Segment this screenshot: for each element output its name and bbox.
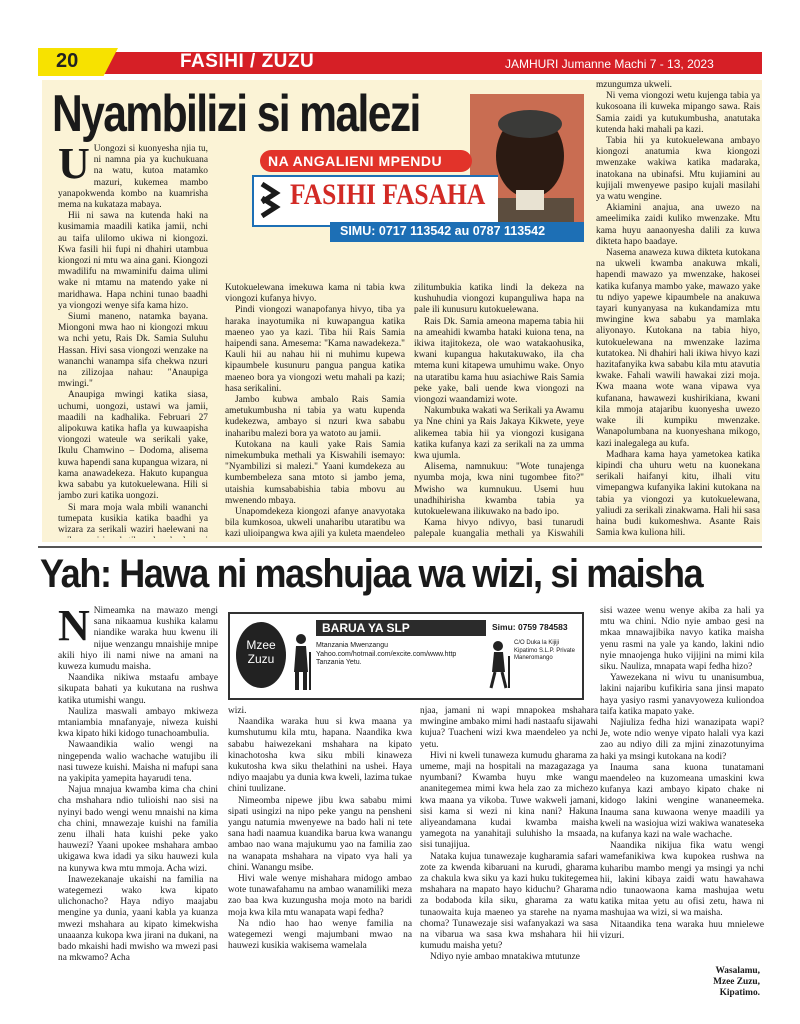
drop-cap: U xyxy=(58,144,90,188)
paragraph: Unapomdekeza kiongozi afanye anavyotaka bila kumkosoa, ukweli unaharibu utaratibu wa kazi ulioipangwa kwa ajili ya kuleta maendeleo xyxy=(225,507,405,539)
article2-title: Yah: Hawa ni mashujaa wa wizi, si maisha xyxy=(40,552,703,596)
paragraph: Nasema anaweza kuwa dikteta kutokana na ukweli kwamba anakuwa mkali, hapendi mawazo ya mwenzake, hakosei katika kufanya mambo yake, mawazo yake tu ndiyo yapewe kipaumbele na anakuwa tayari kunyanyasa na kukandamiza mtu mwingine kwa sababu ya mamlaka aliyonayo. Kutokana na tabia hiyo, kutokuelewana na mwenzake lazima kutatokea. Ni dhahiri hali ikiwa hivyo kazi hazitafanyika kwa sababu kila mtu atavutia kwake. Fahali wawili hawakai zizi moja. Kwa maana wote wana vipawa vya kufanana, hawawezi kushirikiana, kwani kila mmoja atajaribu kuonyesha uwezo wake ili kumpiku mwenzake. Wanapolumbana na kuonyeshana mikogo, kazi inalegalega au kufa. xyxy=(596,248,760,449)
paragraph: Naandika nikiwa mstaafu ambaye sikupata bahati ya kukutana na rushwa katika utumishi wangu. xyxy=(58,673,218,706)
paragraph: njaa, jamani ni wapi mnapokea mshahara mwingine ambako mimi hadi nastaafu sijawahi kujua? Tuacheni wizi kwa maendeleo ya nchi yetu. xyxy=(420,706,598,750)
barua-po-box: C/O Duka la Kijiji Kipatimo S.L.P. Private Maneromango xyxy=(514,640,575,661)
article1-column-2 xyxy=(225,283,405,539)
barua-title: BARUA YA SLP xyxy=(322,621,410,635)
signoff-line: Wasalamu, xyxy=(715,966,760,976)
paragraph: Nakumbuka wakati wa Serikali ya Awamu ya Nne chini ya Rais Jakaya Kikwete, yeye alikemea tabia hii ya viongozi kusigana katika kufanya kazi za serikali na za umma kwa ujumla. xyxy=(414,406,584,462)
signoff-line: Mzee Zuzu, xyxy=(713,977,760,988)
paragraph: Akiamini anajua, ana uwezo na ameelimika zaidi kuliko mwenzake. Mtu kama huyu aanaonyesha dalili za kuwa dikteta hapo baadaye. xyxy=(596,203,760,247)
paragraph: Najua mnajua kwamba kima cha chini cha mshahara ndio tulioishi nao sisi na nyinyi bado wengi wenu mnaishi na kima cha chini, mnawezaje kuishi na familia zenu ilhali hata kuishi peke yako hauwezi? Yaani upokee mshahara ambao ukigawa kwa idadi ya siku hauwezi kula na kunywa kwa mtu mmoja. Acha wizi. xyxy=(58,785,218,874)
paragraph: Pindi viongozi wanapofanya hivyo, tiba ya haraka inayotumika ni kuwapangua katika maeneo yao ya kazi. Tiba hii Rais Samia haipendi sana. Amesema: "Kama nawadekeza." Kauli hii au nahau hii ni muhimu kupewa kipaumbele kusunuru pangua pangua katika maeneo bora ya viongozi wetu mahali pa kazi; hasa serikalini. xyxy=(225,305,405,394)
barua-address: Mtanzania Mwenzangu Yahoo.com/hotmail.com/excite.com/www.http Tanzania Yetu. xyxy=(316,642,457,666)
article1-column-4 xyxy=(596,80,760,540)
paragraph: Nauliza maswali ambayo mkiweza mtaniambia mnafanyaje, niweza kuishi kwa kipato hiki kidogo tunachoambulia. xyxy=(58,706,218,740)
walking-man-icon xyxy=(486,640,512,695)
paragraph: Ndiyo nyie ambao mnatakiwa mtutunze xyxy=(430,952,580,963)
paragraph: Jambo kubwa ambalo Rais Samia ametukumbusha ni tabia ya watu kupenda kudekezwa, ambayo si nzuri kwa sababu inaharibu malezi bora ya watoto au jamii. xyxy=(225,395,405,439)
chevron-icon xyxy=(258,180,286,223)
paragraph: wizi. xyxy=(228,706,247,716)
paragraph: mzungumza ukweli. xyxy=(596,80,673,90)
column-phone: SIMU: 0717 113542 au 0787 113542 xyxy=(340,224,546,238)
article-divider xyxy=(38,546,762,548)
paragraph: sisi wazee wenu wenye akiba za hali ya mtu wa chini. Ndio nyie ambao gesi na mkaa mnawajibika navyo katika maisha yenu rasmi na yale ya kando, lakini ndio nyie mnaojenga huko vijijini na mimi kila siku. Nauliza, mnapata wapi fedha hizo? xyxy=(600,606,764,673)
paragraph: Siumi maneno, natamka bayana. Miongoni mwa hao ni kiongozi mkuu wa nchi yetu, Rais Dk. Samia Suluhu Hassan. Hivi sasa viongozi wenzake na wananchi wanampa sifa chekwa nzuri na zilizojaa nahau: "Anaupiga mwingi." xyxy=(58,312,208,390)
paragraph: Uongozi si kuonyesha njia tu, ni namna pia ya kuchukuana na watu, kutoa matamko mazuri, kukemea mambo yanapokwenda kombo na kuamrisha mema na kukataza mabaya. xyxy=(58,144,208,211)
signoff-line: Kipatimo. xyxy=(719,988,760,999)
article1-title: Nyambilizi si malezi xyxy=(52,85,420,143)
article2-column-1 xyxy=(58,606,218,1014)
signoff xyxy=(640,966,760,1000)
paragraph: Anaupiga mwingi katika siasa, uchumi, uongozi, ustawi wa jamii, maadili na kadhalika. Februari 27 alipokuwa katika hafla ya kuwaapisha viongozi wateule wa serikali yake, Ikulu Chamwino – Dodoma, alisema kuwa hapendi sana kupangua wizara, ni kama anawadekeza. Hakuto kupangua kwa sababu ya kutokuelewana. Hili si jambo zuri katika uongozi. xyxy=(58,390,208,502)
paragraph: Inauma sana kuona tunatamani maendeleo na kuzomeana umaskini kwa kufanya kazi ambayo kipato chake ni kidogo lakini wengine wananeemeka. Inauma sana kuwaona wenye maadili ya kweli na wasiojua wizi wakiwa wanateseka na kufanya kazi na wale wachache. xyxy=(600,762,764,841)
paragraph: Kama hivyo ndivyo, basi tunarudi palepale kuangalia methali ya Kiswahili xyxy=(414,518,584,539)
paragraph: Ni vema viongozi wetu kujenga tabia ya kukosoana ili kuweka mipango sawa. Rais Samia zaidi ya kutukumbusha, anatutaka kutenda haki mahali pa kazi. xyxy=(596,91,760,135)
paragraph: Rais Dk. Samia ameona mapema tabia hii na ameahidi kwamba hataki kuiona tena, na ikiwa itajitokeza, ole wao watakaohusika, kwani kupangua hakutakuwako, ila cha mtema kuni kitapewa umuhimu wake. Onyo na utaratibu kama huu asiachiwe Rais Samia peke yake, bali uende kwa viongozi na viongozi waandamizi wote. xyxy=(414,316,584,406)
section-title: FASIHI / ZUZU xyxy=(180,51,315,72)
paragraph: zilitumbukia katika lindi la dekeza na kushuhudia viongozi kupanguliwa hapa na pale ili kunusuru kutokuelewana. xyxy=(414,283,584,316)
paragraph: Nataka kujua tunawezaje kugharamia safari zote za kwenda kibaruani na kurudi, gharama za chakula kwa siku ya kazi huku tukitegemea mshahara na mapato hayo kiduchu? Gharama za bodaboda kila siku, gharama za watu tunaowaita kuja maeneo ya starehe na nyama choma? Tunawezaje sisi wafanyakazi wa sasa na vibarua wa sasa kwa mshahara hii hii kumudu maisha yetu? xyxy=(420,851,598,952)
article1-column-1 xyxy=(58,144,208,538)
paragraph: Si mara moja wala mbili wananchi tumepata kusikia katika baadhi ya wizara za serikali waziri haelewani na xyxy=(58,502,208,535)
paragraph: Yawezekana ni wivu tu unanisumbua, lakini najaribu kufikiria sana jinsi mapato haya yasiyo rasmi yanavyoweza kuliondoa taifa katika mapato yake. xyxy=(600,673,764,717)
paragraph: Nitaandika tena waraka huu mnielewe vizuri. xyxy=(600,919,764,941)
paragraph: Na ndio hao hao wenye familia na wategemezi wengi majumbani mwao na hauwezi kusikia wakisema wamelala xyxy=(228,918,412,952)
article2-column-2 xyxy=(228,706,412,1014)
paragraph: Madhara kama haya yametokea katika kipindi cha uhuru wetu na kuonekana serikali haifanyi kitu, ilhali vitu vimepangwa kufanyika lakini kutokana na tabia ya viongozi ya kutokuelewana, yaliudi za serikali zinakwama. Hali hii sasa haina budi kukomeshwa. Asante Rais Samia kwa kuliona hili. xyxy=(596,449,760,539)
barua-phone: Simu: 0759 784583 xyxy=(492,622,568,632)
mzee-zuzu-logo-text: Mzee Zuzu xyxy=(246,638,276,666)
column-subtitle: NA ANGALIENI MPENDU xyxy=(268,153,443,169)
column-name: FASIHI FASAHA xyxy=(290,178,486,211)
paragraph: Nimeomba nipewe jibu kwa sababu mimi sipati usingizi na nipo peke yangu na pensheni yangu natumia mwenyewe na bado hali ni tete sana hadi naamua kuandika barua kwa wanangu ambao nao wana majukumu yao na familia zao na wanapata mshahara na vipato vya hali ya chini. Wanangu msibe. xyxy=(228,795,412,873)
paragraph: Alisema, namnukuu: "Wote tunajenga nyumba moja, kwa nini tugombee fito?" Mwisho wa kumnukuu. Usemi huu unadhihirisha kwamba tabia ya kutokuelewana ilikuwako na bado ipo. xyxy=(414,462,584,518)
page-number: 20 xyxy=(56,50,79,72)
paragraph: Hivi ni kweli tunaweza kumudu gharama za umeme, maji na hospitali na mazagazaga ya nyumbani? Kwamba huyu mke wangu ananitegemea mimi kwa hela zao za michezo kwa maana ya vikoba. Tuwe wakweli jamani, sisi kama si wezi ni kina nani? Hakuna aliyeandamana kudai kwamba maisha yamegota na yanahitaji suluhisho la msaada, sisi tunajijua. xyxy=(420,750,598,851)
paragraph: Hii ni sawa na kutenda haki na kusimamia maadili katika jamii, nchi au taifa ulilomo ukiwa ni kiongozi. Kwa fasili hii fupi ni dhahiri utambua kiongozi ni mtu wa aina gani. Kiongozi mwadilifu na mwaminifu daima ulimi wake ni mtamu na matendo yake ni maridhawa. Hapa nchini tunao baadhi ya viongozi wenye sifa kama hizo. xyxy=(58,211,208,311)
paragraph: Kutokuelewana imekuwa kama ni tabia kwa viongozi kufanya hivyo. xyxy=(225,283,405,305)
paragraph: Hivi wale wenye mishahara midogo ambao wote tunawafahamu na ambao wanamiliki meza zao baa kwa kuzungusha moja moto na baridi moja kwa kila mtu wanapata wapi fedha? xyxy=(228,874,412,918)
article2-column-4 xyxy=(600,606,764,986)
paragraph: Najiuliza fedha hizi wanazipata wapi? Je, wote ndio wenye vipato halali vya kazi zao au ndiyo dili za mjini zinazotunyima haki ya msingi kutokana na kodi? xyxy=(600,718,764,762)
drop-cap: N xyxy=(58,606,90,650)
old-man-icon xyxy=(290,632,312,697)
paragraph: Naandika nikijua fika watu wengi wamefanikiwa kwa kupokea rushwa na kuharibu mambo mengi ya msingi ya nchi hii, lakini kibaya zaidi watu hawahawa ndio tunaowaona kama mashujaa wetu katika mitaa yetu au ofisi zetu, hawa ni mashujaa wa wizi, si wa maisha. xyxy=(600,841,764,919)
paper-date: JAMHURI Jumanne Machi 7 - 13, 2023 xyxy=(505,57,714,71)
paragraph: Naandika waraka huu si kwa maana ya kumshutumu kila mtu, hapana. Naandika kwa sababu haiwezekani mshahara na kipato kinachotosha kwa siku mbili kinaweza kukutosha kwa siku thelathini na ushei. Haya ndiyo maajabu ya dunia kwa kweli, lazima tukae chini tuulizane. xyxy=(228,717,412,795)
article2-column-3 xyxy=(420,706,598,1014)
paragraph: Tabia hii ya kutokuelewana ambayo kiongozi anatumia kwa kiongozi mwenzake wakiwa katika madaraka, inatokana na ubinafsi. Mtu kujiamini au kujijali mwenyewe pasipo kujali masilahi ya watu wengine. xyxy=(596,136,760,203)
paragraph: Nimeamka na mawazo mengi sana nikaamua kushika kalamu niandike waraka huu kwenu ili nijue wenzangu mnaishije mnipe akili hiyo ili nami niwe na amani na kuweza kumudu maisha. xyxy=(58,606,218,673)
paragraph: Nawaandikia walio wengi na ningependa walio wachache watujibu ili nasi tuweze kuishi. Maisha ni mafupi sana na yakipita yamepita hayarudi tena. xyxy=(58,740,218,785)
paragraph: Inawezekanaje ukaishi na familia na wategemezi wako kwa kipato ulichonacho? Haya ndiyo maajabu mengine ya dunia, yaani kabla ya kuanza mwezi mshahara au kipato kimekwisha unaaanza kukopa kwa jirani na dukani, na bado mkaishi hadi mwisho wa mwezi pasi na mkwamo? Acha xyxy=(58,874,218,964)
article1-column-3 xyxy=(414,283,584,539)
paragraph: Kutokana na kauli yake Rais Samia nimekumbuka methali ya Kiswahili isemayo: "Nyambilizi si malezi." Yaani kumdekeza au kumbembeleza sana mtoto si jambo jema, utaishia kumsababishia tabia mbovu au mwenendo mbaya. xyxy=(225,439,405,506)
